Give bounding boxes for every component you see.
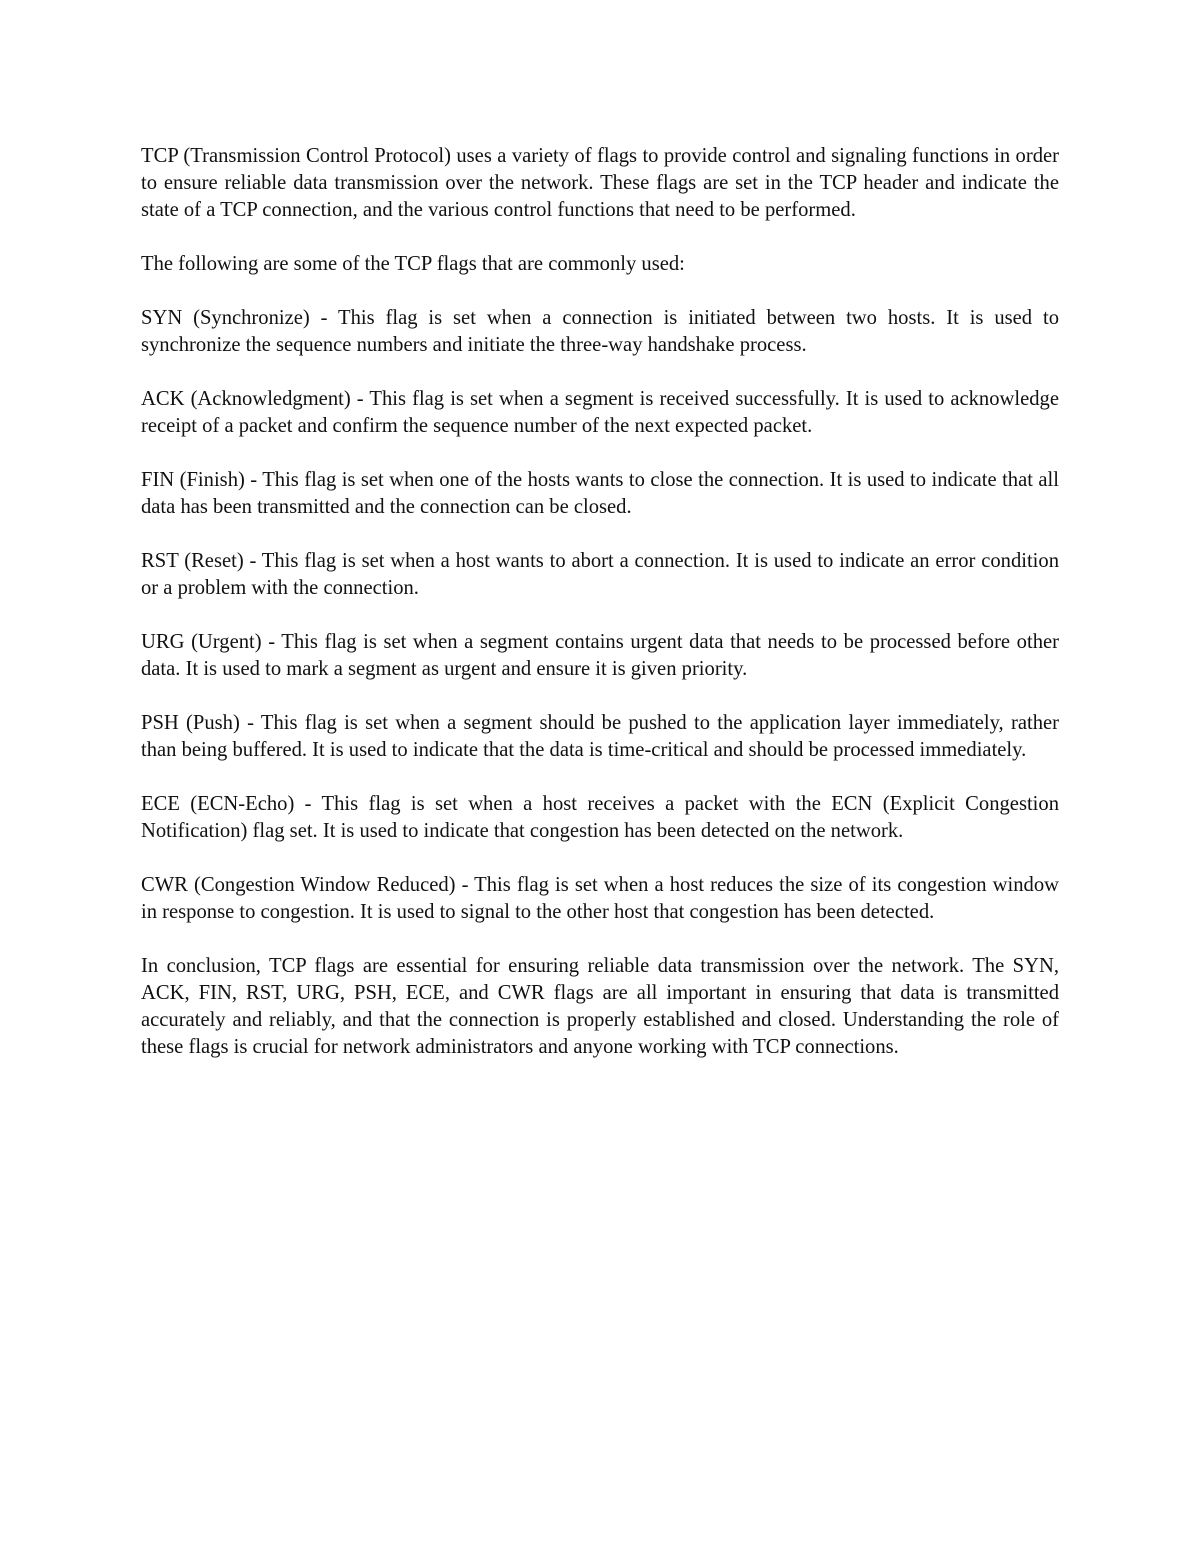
fin-flag-paragraph: FIN (Finish) - This flag is set when one of the hosts wants to close the connection. It is used to indicate that all data has been transmitted and the connection can be closed. — [141, 469, 1059, 518]
syn-flag-paragraph: SYN (Synchronize) - This flag is set when a connection is initiated between two hosts. It is used to synchronize the sequence numbers and initiate the three-way handshake process. — [141, 307, 1059, 356]
urg-flag-paragraph: URG (Urgent) - This flag is set when a segment contains urgent data that needs to be processed before other data. It is used to mark a segment as urgent and ensure it is given priority. — [141, 631, 1059, 680]
document-page — [141, 143, 1059, 1061]
ack-flag-paragraph: ACK (Acknowledgment) - This flag is set when a segment is received successfully. It is used to acknowledge receipt of a packet and confirm the sequence number of the next expected packet. — [141, 388, 1059, 437]
cwr-flag-paragraph: CWR (Congestion Window Reduced) - This flag is set when a host reduces the size of its congestion window in response to congestion. It is used to signal to the other host that congestion has been detected. — [141, 874, 1059, 923]
ece-flag-paragraph: ECE (ECN-Echo) - This flag is set when a host receives a packet with the ECN (Explicit Congestion Notification) flag set. It is used to indicate that congestion has been detected on the network. — [141, 793, 1059, 842]
list-intro-paragraph: The following are some of the TCP flags that are commonly used: — [141, 253, 685, 275]
conclusion-paragraph: In conclusion, TCP flags are essential for ensuring reliable data transmission over the network. The SYN, ACK, FIN, RST, URG, PSH, ECE, and CWR flags are all important in ensuring that data is transmitted accurately and reliably, and that the connection is properly established and closed. Understanding the role of these flags is crucial for network administrators and anyone working with TCP connections. — [141, 955, 1059, 1058]
intro-paragraph: TCP (Transmission Control Protocol) uses a variety of flags to provide control and signaling functions in order to ensure reliable data transmission over the network. These flags are set in the TCP header and indicate the state of a TCP connection, and the various control functions that need to be performed. — [141, 145, 1059, 221]
rst-flag-paragraph: RST (Reset) - This flag is set when a host wants to abort a connection. It is used to indicate an error condition or a problem with the connection. — [141, 550, 1059, 599]
psh-flag-paragraph: PSH (Push) - This flag is set when a segment should be pushed to the application layer immediately, rather than being buffered. It is used to indicate that the data is time-critical and should be processed immediately. — [141, 712, 1059, 761]
